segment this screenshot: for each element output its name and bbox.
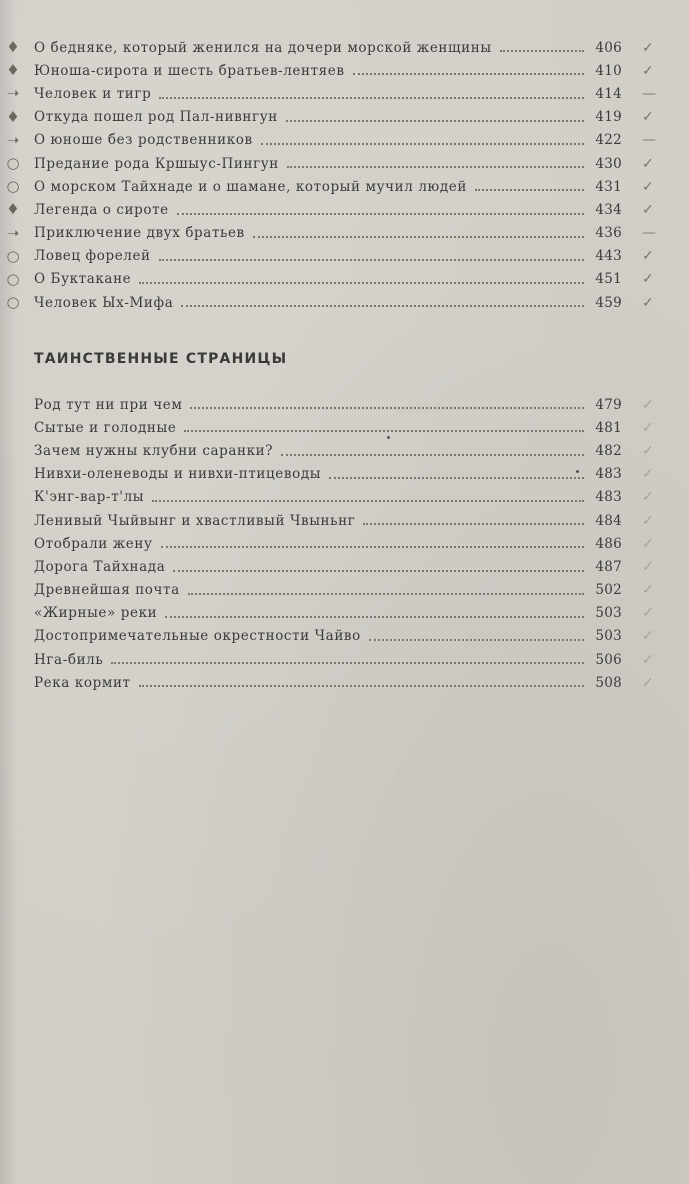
toc-entry	[0, 648, 689, 671]
check-mark-icon: ✓	[642, 419, 654, 436]
pencil-mark-icon: ➝	[6, 223, 20, 242]
check-mark-icon: ✓	[642, 442, 654, 459]
entry-title: Древнейшая почта	[34, 582, 180, 599]
entry-title: Род тут ни при чем	[34, 396, 183, 413]
page-number: 481	[595, 419, 622, 436]
toc-entry	[0, 393, 689, 416]
toc-entry	[0, 532, 689, 555]
toc-entry	[0, 463, 689, 486]
leader-dots	[177, 211, 584, 215]
page-number: 483	[595, 489, 622, 506]
paper-speck	[387, 436, 390, 439]
toc-entry	[0, 509, 689, 532]
toc-entry	[0, 416, 689, 439]
check-mark-icon: ✓	[642, 466, 654, 483]
entry-title: Сытые и голодные	[34, 419, 177, 436]
entry-title: Нивхи-оленеводы и нивхи-птицеводы	[34, 466, 322, 483]
leader-dots	[190, 405, 584, 409]
leader-dots	[139, 280, 584, 284]
leader-dots	[184, 428, 584, 432]
toc-entry	[0, 291, 689, 314]
entry-title: «Жирные» реки	[34, 605, 158, 622]
pencil-mark-icon: ♦	[6, 61, 20, 80]
check-mark-icon: ✓	[642, 674, 654, 691]
check-mark-icon: —	[642, 132, 656, 149]
leader-dots	[286, 118, 584, 122]
check-mark-icon: ✓	[642, 396, 654, 413]
leader-dots	[181, 303, 584, 307]
leader-dots	[161, 544, 584, 548]
page-number: 487	[595, 558, 622, 575]
toc-entry	[0, 625, 689, 648]
page-number: 431	[595, 178, 622, 195]
check-mark-icon: ✓	[642, 155, 654, 172]
entry-title: Ловец форелей	[34, 248, 151, 265]
page-number: 503	[595, 605, 622, 622]
paper-speck	[576, 470, 579, 473]
check-mark-icon: ✓	[642, 248, 654, 265]
toc-entry	[0, 82, 689, 105]
leader-dots	[165, 614, 584, 618]
toc-entry	[0, 245, 689, 268]
page-number: 451	[595, 271, 622, 288]
page-number: 482	[595, 442, 622, 459]
page-number: 434	[595, 201, 622, 218]
entry-title: О Буктакане	[34, 271, 132, 288]
pencil-mark-icon: ○	[6, 293, 20, 312]
entry-title: Ленивый Чыйвынг и хвастливый Чвыньнг	[34, 512, 356, 529]
entry-title: Нга-биль	[34, 651, 104, 668]
check-mark-icon: —	[642, 225, 656, 242]
entry-title: Приключение двух братьев	[34, 225, 245, 242]
check-mark-icon: ✓	[642, 558, 654, 575]
entry-title: Человек Ых-Мифа	[34, 294, 174, 311]
toc-entry	[0, 486, 689, 509]
page-number: 443	[595, 248, 622, 265]
toc-entry	[0, 175, 689, 198]
toc-entry	[0, 602, 689, 625]
check-mark-icon: ✓	[642, 271, 654, 288]
leader-dots	[329, 475, 584, 479]
check-mark-icon: ✓	[642, 628, 654, 645]
check-mark-icon: ✓	[642, 651, 654, 668]
pencil-mark-icon: ○	[6, 154, 20, 173]
page-number: 406	[595, 39, 622, 56]
entry-title: О морском Тайхнаде и о шамане, который мучил людей	[34, 178, 467, 195]
toc-entry	[0, 671, 689, 694]
check-mark-icon: ✓	[642, 582, 654, 599]
entry-title: Откуда пошел род Пал-нивнгун	[34, 109, 278, 126]
entry-title: О юноше без родственников	[34, 132, 253, 149]
toc-entry	[0, 439, 689, 462]
page-number: 410	[595, 62, 622, 79]
check-mark-icon: ✓	[642, 535, 654, 552]
toc-entry	[0, 579, 689, 602]
toc-entry	[0, 222, 689, 245]
check-mark-icon: ✓	[642, 605, 654, 622]
leader-dots	[261, 141, 584, 145]
leader-dots	[475, 187, 584, 191]
pencil-mark-icon: ♦	[6, 38, 20, 57]
check-mark-icon: —	[642, 85, 656, 102]
pencil-mark-icon: ○	[6, 177, 20, 196]
pencil-mark-icon: ➝	[6, 130, 20, 149]
pencil-mark-icon: ➝	[6, 84, 20, 103]
leader-dots	[353, 71, 584, 75]
leader-dots	[363, 521, 584, 525]
entry-title: Легенда о сироте	[34, 201, 169, 218]
leader-dots	[253, 234, 584, 238]
toc-entry	[0, 59, 689, 82]
check-mark-icon: ✓	[642, 39, 654, 56]
toc-entry	[0, 129, 689, 152]
entry-title: Предание рода Кршыус-Пингун	[34, 155, 279, 172]
toc-entry	[0, 36, 689, 59]
check-mark-icon: ✓	[642, 201, 654, 218]
check-mark-icon: ✓	[642, 294, 654, 311]
entry-title: Зачем нужны клубни саранки?	[34, 442, 274, 459]
page-number: 479	[595, 396, 622, 413]
page-number: 483	[595, 466, 622, 483]
toc-entry	[0, 268, 689, 291]
leader-dots	[188, 591, 584, 595]
page-number: 436	[595, 225, 622, 242]
leader-dots	[369, 637, 584, 641]
page-number: 419	[595, 109, 622, 126]
page-number: 414	[595, 85, 622, 102]
leader-dots	[159, 257, 584, 261]
pencil-mark-icon: ○	[6, 246, 20, 265]
pencil-mark-icon: ○	[6, 269, 20, 288]
entry-title: Человек и тигр	[34, 85, 152, 102]
pencil-mark-icon: ♦	[6, 107, 20, 126]
page-number: 430	[595, 155, 622, 172]
leader-dots	[111, 660, 584, 664]
check-mark-icon: ✓	[642, 62, 654, 79]
toc-entry	[0, 555, 689, 578]
contents-list-top	[0, 36, 689, 314]
leader-dots	[281, 452, 584, 456]
entry-title: Достопримечательные окрестности Чайво	[34, 628, 361, 645]
page-number: 484	[595, 512, 622, 529]
toc-entry	[0, 152, 689, 175]
entry-title: Река кормит	[34, 674, 131, 691]
section-heading: ТАИНСТВЕННЫЕ СТРАНИЦЫ	[34, 351, 288, 367]
check-mark-icon: ✓	[642, 178, 654, 195]
leader-dots	[287, 164, 584, 168]
page-number: 503	[595, 628, 622, 645]
page-number: 508	[595, 674, 622, 691]
toc-entry	[0, 198, 689, 221]
leader-dots	[159, 95, 584, 99]
leader-dots	[139, 683, 584, 687]
page-number: 459	[595, 294, 622, 311]
page-number: 486	[595, 535, 622, 552]
entry-title: Дорога Тайхнада	[34, 558, 166, 575]
entry-title: К'энг-вар-т'лы	[34, 489, 145, 506]
check-mark-icon: ✓	[642, 512, 654, 529]
page-number: 502	[595, 582, 622, 599]
check-mark-icon: ✓	[642, 489, 654, 506]
check-mark-icon: ✓	[642, 109, 654, 126]
entry-title: Юноша-сирота и шесть братьев-лентяев	[34, 62, 345, 79]
toc-entry	[0, 106, 689, 129]
leader-dots	[500, 48, 584, 52]
leader-dots	[152, 498, 584, 502]
leader-dots	[173, 568, 584, 572]
page-number: 506	[595, 651, 622, 668]
entry-title: О бедняке, который женился на дочери морской женщины	[34, 39, 492, 56]
pencil-mark-icon: ♦	[6, 200, 20, 219]
page-number: 422	[595, 132, 622, 149]
contents-list-bottom	[0, 393, 689, 694]
entry-title: Отобрали жену	[34, 535, 153, 552]
